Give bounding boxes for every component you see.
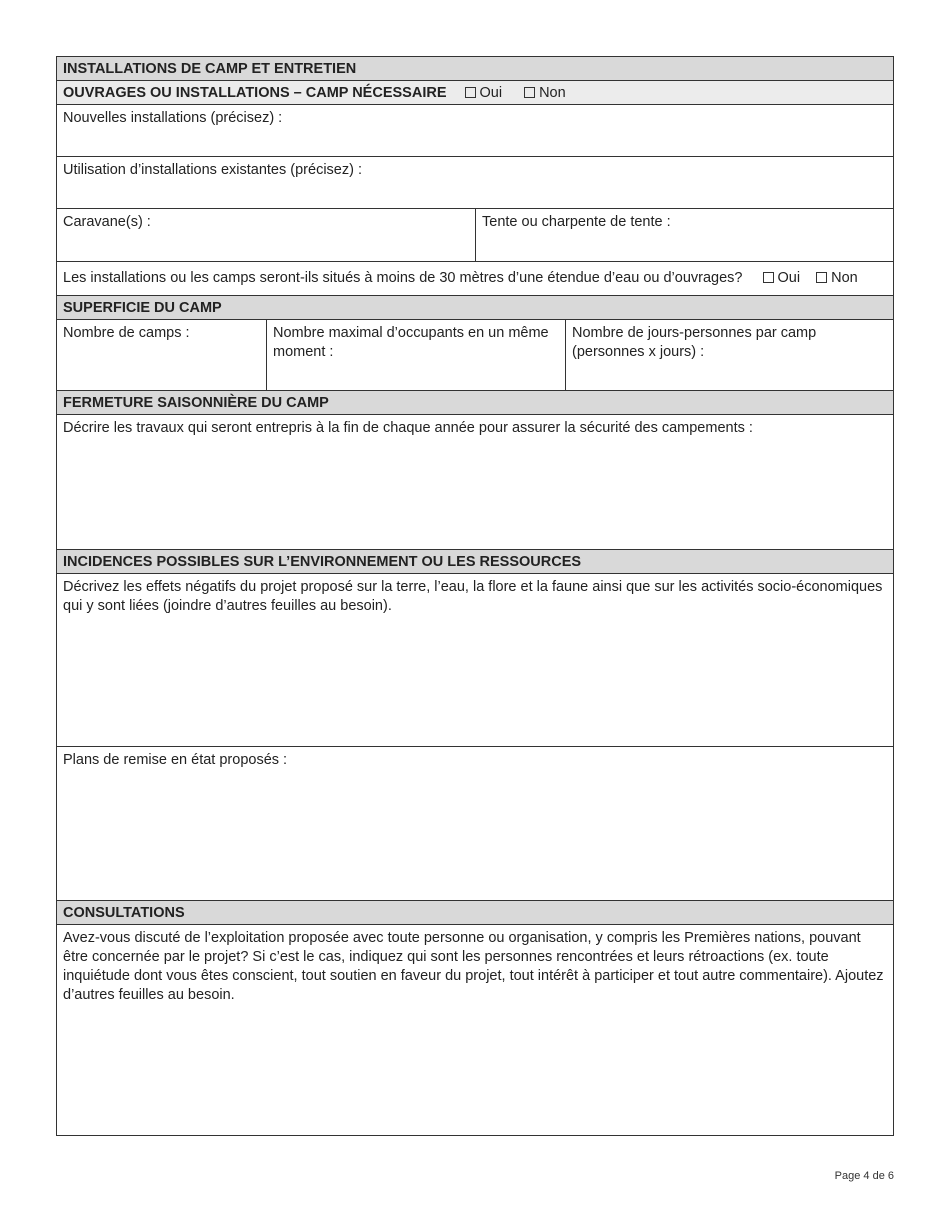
camp-needed-row	[57, 81, 893, 105]
page-number: Page 4 de 6	[834, 1170, 894, 1182]
reclamation-field[interactable]	[57, 747, 893, 900]
section-title: INSTALLATIONS DE CAMP ET ENTRETIEN	[63, 60, 357, 77]
camp-needed-yes-checkbox[interactable]	[465, 87, 476, 98]
impacts-label: Décrivez les effets négatifs du projet proposé sur la terre, l’eau, la flore et la faune ainsi que sur les activités socio-économiques qui y sont liées (joindre d’autres feuilles au besoin).	[63, 579, 883, 614]
no-label: Non	[539, 84, 566, 101]
tents-field[interactable]	[475, 209, 893, 261]
camp-needed-no-checkbox[interactable]	[524, 87, 535, 98]
consultations-row	[57, 925, 893, 1135]
section-title: CONSULTATIONS	[63, 904, 185, 921]
num-camps-label: Nombre de camps :	[63, 325, 190, 341]
yes-label: Oui	[777, 270, 801, 286]
impacts-field[interactable]	[57, 574, 893, 746]
area-row	[57, 320, 893, 391]
existing-facilities-field[interactable]	[57, 157, 893, 208]
reclamation-row	[57, 747, 893, 901]
yes-label: Oui	[479, 84, 503, 101]
reclamation-label: Plans de remise en état proposés :	[63, 752, 288, 768]
consultations-field[interactable]	[57, 925, 893, 1135]
section-title: SUPERFICIE DU CAMP	[63, 299, 222, 316]
new-facilities-row	[57, 105, 893, 157]
existing-facilities-label: Utilisation d’installations existantes (précisez) :	[63, 162, 362, 178]
max-occupants-field[interactable]	[266, 320, 565, 390]
section-header-installations	[57, 57, 893, 81]
proximity-row	[57, 262, 893, 296]
trailers-field[interactable]	[57, 209, 475, 261]
section-header-impacts	[57, 550, 893, 574]
max-occupants-label: Nombre maximal d’occupants en un même moment :	[273, 325, 549, 360]
no-label: Non	[831, 270, 858, 286]
section-header-consultations	[57, 901, 893, 925]
num-camps-field[interactable]	[57, 320, 266, 390]
trailer-tent-row	[57, 209, 893, 262]
new-facilities-field[interactable]	[57, 105, 893, 156]
section-header-closure	[57, 391, 893, 415]
section-header-area	[57, 296, 893, 320]
trailers-label: Caravane(s) :	[63, 214, 151, 230]
tents-label: Tente ou charpente de tente :	[482, 214, 671, 230]
closure-label: Décrire les travaux qui seront entrepris à la fin de chaque année pour assurer la sécurité des campements :	[63, 420, 753, 436]
closure-field[interactable]	[57, 415, 893, 549]
consultations-label: Avez-vous discuté de l’exploitation proposée avec toute personne ou organisation, y compris les Premières nations, pouvant être concernée par le projet? Si c’est le cas, indiquez qui sont les personnes rencontrées et leurs rétroactions (ex. toute inquiétude dont vous êtes conscient, tout soutien en faveur du projet, tout intérêt à participer et tout autre commentaire). Ajoutez d’autres feuilles au besoin.	[63, 930, 884, 1003]
section-title: FERMETURE SAISONNIÈRE DU CAMP	[63, 394, 329, 411]
camp-form	[56, 56, 894, 1136]
proximity-question-cell	[57, 265, 893, 292]
proximity-no-checkbox[interactable]	[816, 272, 827, 283]
proximity-question: Les installations ou les camps seront-ils situés à moins de 30 mètres d’une étendue d’eau ou d’ouvrages?	[63, 270, 743, 286]
person-days-field[interactable]	[565, 320, 893, 390]
existing-facilities-row	[57, 157, 893, 209]
impacts-row	[57, 574, 893, 747]
new-facilities-label: Nouvelles installations (précisez) :	[63, 110, 283, 126]
closure-row	[57, 415, 893, 550]
section-title: INCIDENCES POSSIBLES SUR L’ENVIRONNEMENT OU LES RESSOURCES	[63, 553, 582, 570]
proximity-yes-checkbox[interactable]	[763, 272, 774, 283]
person-days-label: Nombre de jours-personnes par camp (personnes x jours) :	[572, 325, 817, 360]
camp-needed-label: OUVRAGES OU INSTALLATIONS – CAMP NÉCESSAIRE	[63, 84, 447, 101]
